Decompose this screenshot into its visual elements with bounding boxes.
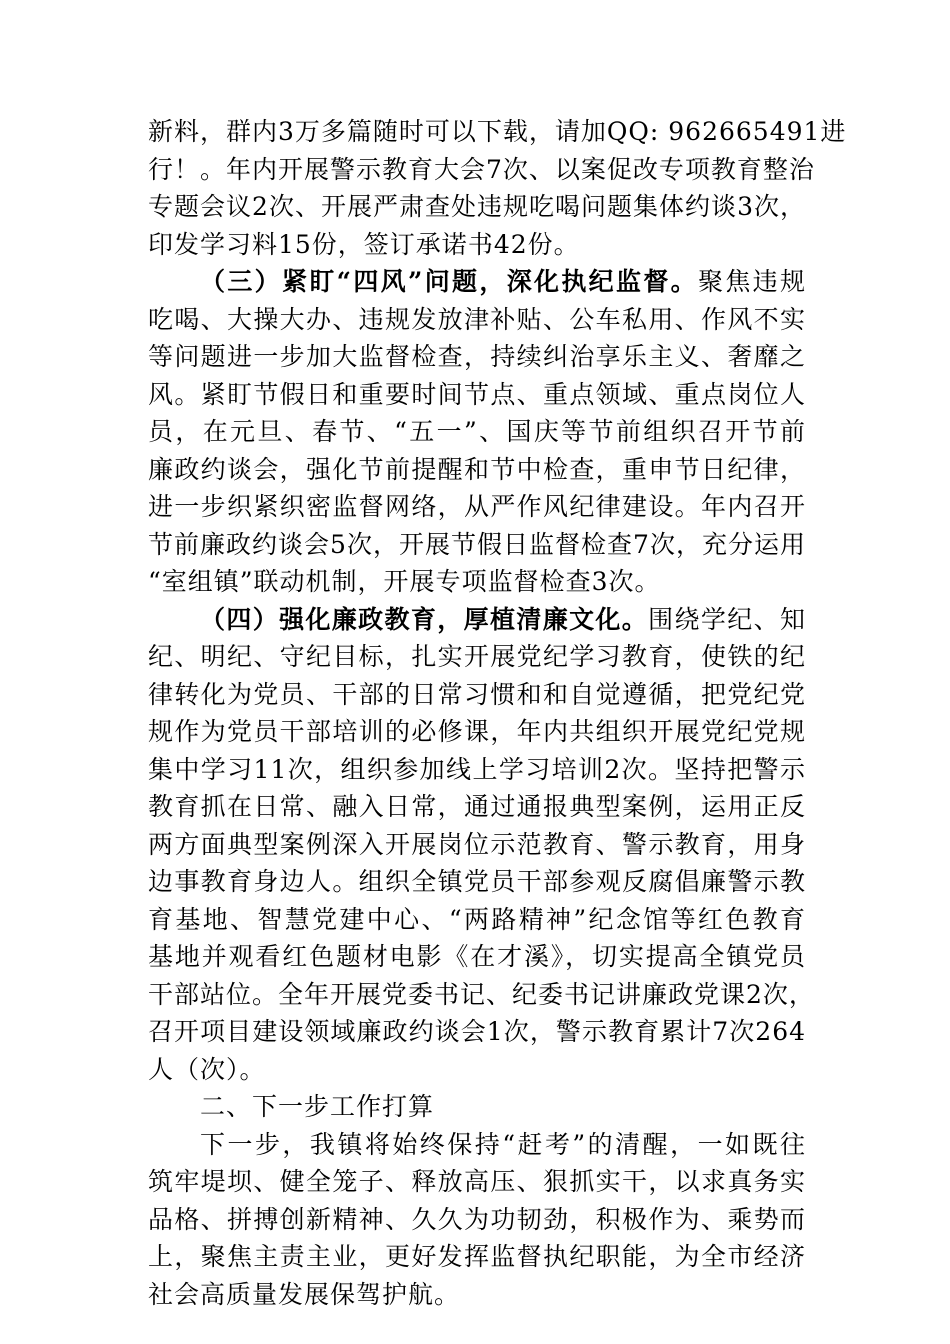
text-line: 吃喝、大操大办、违规发放津补贴、公车私用、作风不实 (148, 304, 806, 334)
text-line: 上，聚焦主责主业，更好发挥监督执纪职能，为全市经济 (148, 1242, 806, 1271)
paragraph-next-steps (148, 1126, 806, 1314)
text-line (148, 601, 806, 639)
text-line: 人（次）。 (148, 1054, 266, 1084)
text-line: 集中学习11次，组织参加线上学习培训2次。坚持把警示 (148, 754, 806, 784)
document-body (148, 113, 847, 1313)
text-line: 等问题进一步加大监督检查，持续纠治享乐主义、奢靡之 (148, 342, 806, 371)
text-line: 节前廉政约谈会5次，开展节假日监督检查7次，充分运用 (148, 529, 806, 559)
text-line: 边事教育身边人。组织全镇党员干部参观反腐倡廉警示教 (148, 867, 806, 896)
text-line: 印发学习料15份，签订承诺书42份。 (148, 229, 580, 259)
inline-text: 聚焦违规 (698, 267, 806, 296)
text-line: 教育抓在日常、融入日常，通过通报典型案例，运用正反 (148, 792, 806, 821)
text-line: 下一步，我镇将始终保持“赶考”的清醒，一如既往 (200, 1129, 806, 1159)
text-line: 纪、明纪、守纪目标，扎实开展党纪学习教育，使铁的纪 (148, 642, 806, 671)
text-line: 干部站位。全年开展党委书记、纪委书记讲廉政党课2次， (148, 979, 815, 1009)
text-line (148, 263, 806, 301)
inline-text: 围绕学纪、知 (648, 604, 806, 634)
text-line: 行！。年内开展警示教育大会7次、以案促改专项教育整治 (148, 154, 815, 184)
text-line: 律转化为党员、干部的日常习惯和和自觉遵循，把党纪党 (148, 679, 806, 709)
text-line: 员，在元旦、春节、“五一”、国庆等节前组织召开节前 (148, 417, 806, 446)
text-line: 风。紧盯节假日和重要时间节点、重点领域、重点岗位人 (148, 379, 806, 409)
section-four-heading: （四）强化廉政教育，厚植清廉文化。 (200, 604, 649, 634)
text-line: 专题会议2次、开展严肃查处违规吃喝问题集体约谈3次， (148, 192, 806, 221)
text-line: 基地并观看红色题材电影《在才溪》，切实提高全镇党员 (148, 942, 806, 971)
text-line: 规作为党员干部培训的必修课，年内共组织开展党纪党规 (148, 717, 806, 746)
text-line: 进一步织紧织密监督网络，从严作风纪律建设。年内召开 (148, 492, 806, 521)
paragraph-section-three (148, 263, 806, 601)
text-line: 育基地、智慧党建中心、“两路精神”纪念馆等红色教育 (148, 904, 806, 934)
section-three-heading: （三）紧盯“四风”问题，深化执纪监督。 (200, 267, 698, 296)
text-line: 社会高质量发展保驾护航。 (148, 1279, 461, 1309)
text-line: 召开项目建设领域廉政约谈会1次，警示教育累计7次264 (148, 1017, 806, 1046)
text-line: 两方面典型案例深入开展岗位示范教育、警示教育，用身 (148, 829, 806, 859)
text-line: 品格、拼搏创新精神、久久为功韧劲，积极作为、乘势而 (148, 1204, 806, 1234)
text-line: 筑牢堤坝、健全笼子、释放高压、狠抓实干，以求真务实 (148, 1167, 806, 1196)
paragraph-continuation (148, 113, 847, 263)
text-line: 新料，群内3万多篇随时可以下载，请加QQ: 962665491进 (148, 117, 847, 146)
text-line: 廉政约谈会，强化节前提醒和节中检查，重申节日纪律， (148, 454, 806, 484)
section-heading-next-steps: 二、下一步工作打算 (200, 1092, 435, 1121)
paragraph-section-four (148, 601, 815, 1089)
text-line: “室组镇”联动机制，开展专项监督检查3次。 (148, 567, 661, 596)
